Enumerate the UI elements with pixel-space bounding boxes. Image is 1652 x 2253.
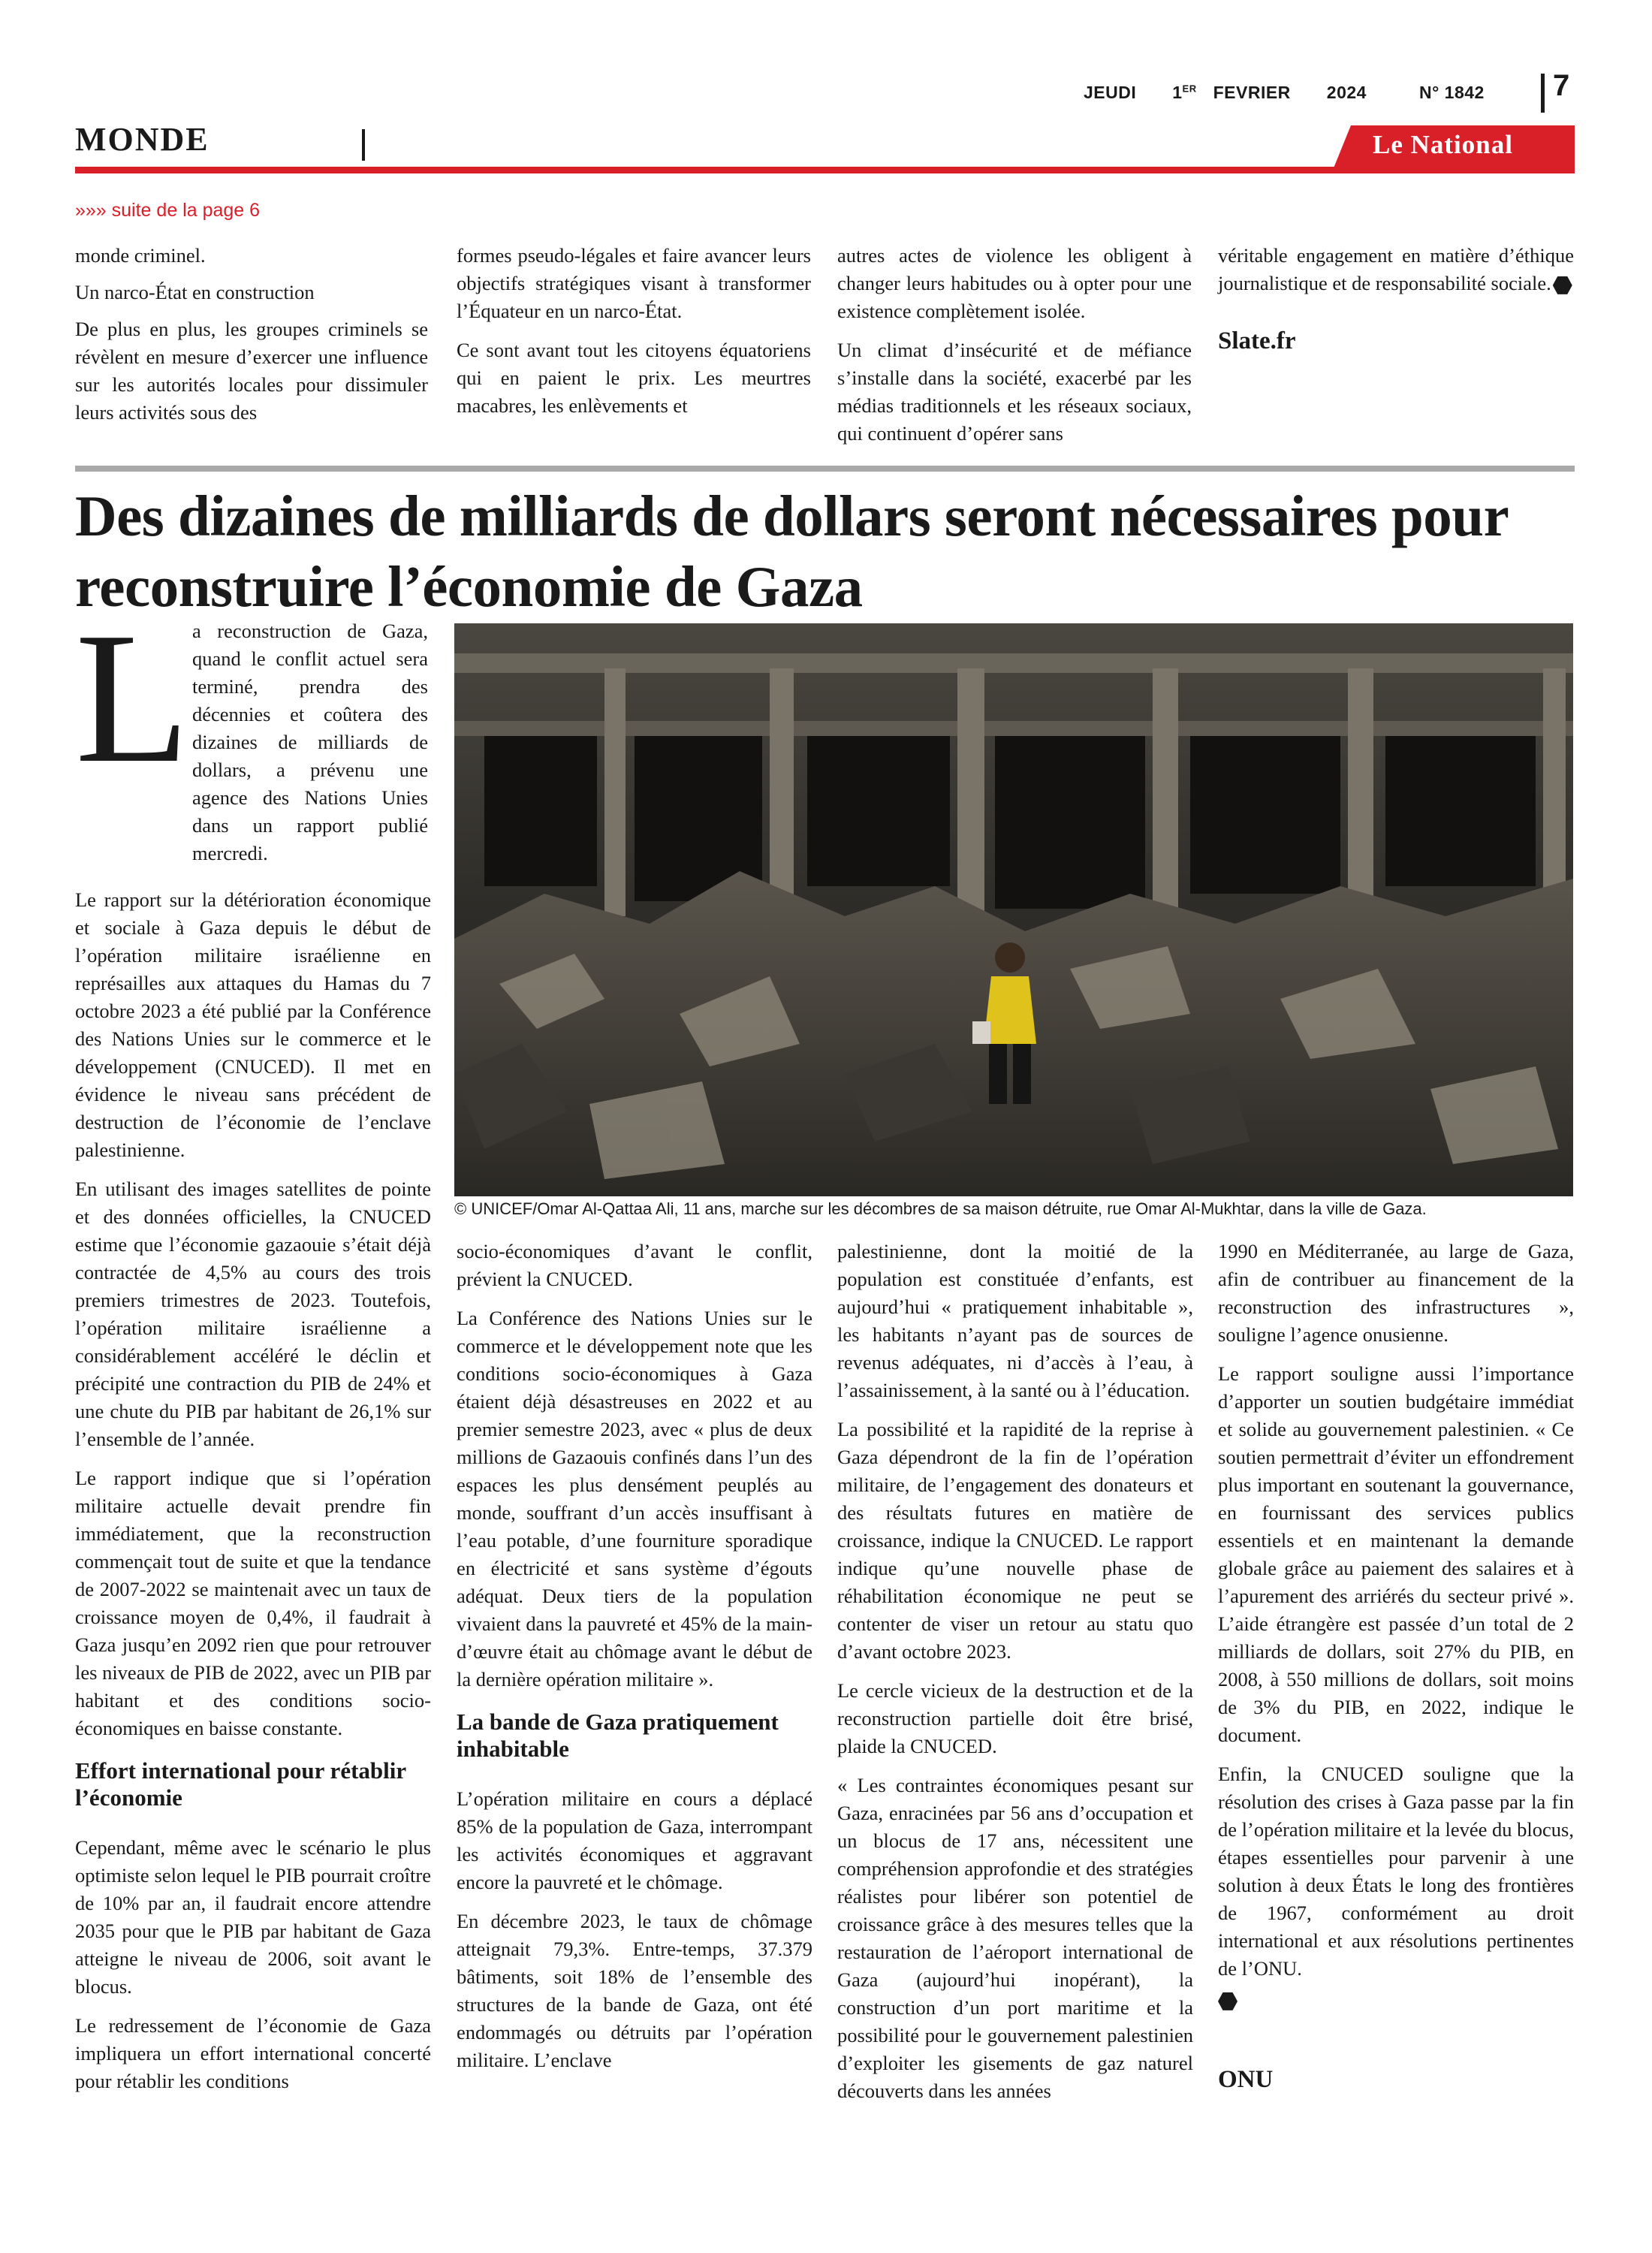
end-mark-icon: [1553, 276, 1572, 295]
end-mark-icon: [1218, 1992, 1237, 2011]
paragraph: Le redressement de l’économie de Gaza impliquera un effort international concerté pour rétablir les conditions: [75, 2014, 431, 2092]
newspaper-name: Le National: [1373, 130, 1513, 159]
lead-text: a reconstruction de Gaza, quand le conflit actuel sera terminé, prendra des décennies et coûtera des dizaines de milliards de dollars, a prévenu une agence des Nations Unies dans un rapport publié mercredi.: [192, 620, 428, 864]
paragraph: Le rapport indique que si l’opération militaire actuelle devait prendre fin immédiatement, que la reconstruction commençait tout de suite et que la tendance de 2007-2022 se maintenait avec un taux de croissance moyen de 0,4%, il faudrait à Gaza jusqu’en 2092 rien que pour retrouver les niveaux de PIB de 2022, avec un PIB par habitant et des conditions socio-économiques en baisse constante.: [75, 1467, 431, 1739]
paragraph-text: véritable engagement en matière d’éthique journalistique et de responsabilité sociale.: [1218, 244, 1574, 294]
section-title: MONDE: [75, 121, 210, 158]
paragraph: monde criminel.: [75, 244, 206, 267]
paragraph: La Conférence des Nations Unies sur le commerce et le développement note que les conditions socio-économiques à Gaza étaient déjà désastreuses en 2022 et au premier semestre 2023, avec « plus de deux millions de Gazaouis confinés dans l’un des espaces les plus densément peuplés au monde, souffrant d’un accès insuffisant à l’eau potable, d’une fourniture sporadique en électricité et sans système d’égouts adéquat. Deux tiers de la population vivaient dans la pauvreté et 45% de la main-d’œuvre était au chômage avant le début de la dernière opération militaire ».: [457, 1307, 812, 1691]
section-divider: [362, 129, 365, 161]
end-mark: [1218, 1986, 1574, 2013]
paragraph: autres actes de violence les obligent à changer leurs habitudes ou à opter pour une existence complètement isolée.: [837, 244, 1192, 322]
article-source: Slate.fr: [1218, 327, 1296, 354]
headline: Des dizaines de milliards de dollars seront nécessaires pour reconstruire l’économie de Gaza: [75, 484, 1508, 619]
issue-date: [1084, 83, 1485, 103]
top-column-1: [75, 242, 428, 438]
article-photo: [454, 623, 1573, 1196]
date-ordinal: ER: [1182, 83, 1197, 95]
drop-cap: L: [75, 594, 190, 802]
date-number: 1: [1172, 83, 1183, 102]
paragraph: « Les contraintes économiques pesant sur Gaza, enracinées par 56 ans d’occupation et un blocus de 17 ans, nécessitent une compréhension approfondie et des stratégies réalistes pour libérer son potentiel de croissance grâce à des mesures telles que la restauration de l’aéroport international de Gaza (aujourd’hui inopérant), la construction d’un port maritime et la possibilité pour le gouvernement palestinien d’exploiter les gisements de gaz naturel découverts dans les années: [837, 1774, 1193, 2102]
lead-paragraph: [75, 594, 428, 879]
paragraph: De plus en plus, les groupes criminels se révèlent en mesure d’exercer une influence sur les autorités locales pour dissimuler leurs activités sous des: [75, 318, 428, 424]
subheading: Un narco-État en construction: [75, 281, 315, 303]
paragraph: En décembre 2023, le taux de chômage atteignait 79,3%. Entre-temps, 37.379 bâtiments, soit 18% de l’ensemble des structures de la bande de Gaza, ont été endommagés ou détruits par l’opération militaire. L’enclave: [457, 1910, 812, 2071]
top-column-3: [837, 242, 1192, 459]
issue-number: N° 1842: [1418, 83, 1485, 102]
top-column-4: [1218, 242, 1574, 355]
paragraph: Cependant, même avec le scénario le plus optimiste selon lequel le PIB pourrait croître de 10% par an, il faudrait encore attendre 2035 pour que le PIB par habitant de Gaza atteigne le niveau de 2006, soit avant le blocus.: [75, 1836, 431, 1998]
paragraph: Le rapport sur la détérioration économique et sociale à Gaza depuis le début de l’opération militaire israélienne en représailles aux attaques du Hamas du 7 octobre 2023 a été publié par la Conférence des Nations Unies sur le commerce et le développement (CNUCED). Il met en évidence le niveau sans précédent de destruction de l’économie de l’enclave palestinienne.: [75, 888, 431, 1161]
month: FEVRIER: [1213, 83, 1291, 102]
article-column-4: [1218, 1238, 1574, 2094]
paragraph: formes pseudo-légales et faire avancer leurs objectifs stratégiques visant à transformer l’Équateur en un narco-État.: [457, 244, 811, 322]
paragraph: Un climat d’insécurité et de méfiance s’installe dans la société, exacerbé par les médias traditionnels et les réseaux sociaux, qui continuent d’opérer sans: [837, 339, 1192, 445]
paragraph: palestinienne, dont la moitié de la population est constituée d’enfants, est aujourd’hui « pratiquement inhabitable », les habitants n’ayant pas de sources de revenus adéquates, ni d’accès à l’eau, à l’assainissement, à la santé ou à l’éducation.: [837, 1240, 1193, 1401]
article-column-2: [457, 1238, 812, 2086]
paragraph: L’opération militaire en cours a déplacé 85% de la population de Gaza, interrompant les activités économiques et aggravant encore la pauvreté et le chômage.: [457, 1787, 812, 1893]
day: JEUDI: [1084, 83, 1137, 102]
year: 2024: [1326, 83, 1367, 102]
top-column-2: [457, 242, 811, 431]
subheading: Effort international pour rétablir l’économie: [75, 1757, 406, 1811]
subheading: La bande de Gaza pratiquement inhabitable: [457, 1709, 779, 1762]
paragraph: 1990 en Méditerranée, au large de Gaza, afin de contribuer au financement de la reconstruction des infrastructures », souligne l’agence onusienne.: [1218, 1240, 1574, 1346]
paragraph: La possibilité et la rapidité de la reprise à Gaza dépendront de la fin de l’opération militaire, de l’engagement des donateurs et des résultats futures en matière de croissance, indique la CNUCED. Le rapport indique qu’une nouvelle phase de réhabilitation économique ne peut se contenter de viser un retour au statu quo d’avant octobre 2023.: [837, 1418, 1193, 1663]
paragraph: Ce sont avant tout les citoyens équatoriens qui en paient le prix. Les meurtres macabres, les enlèvements et: [457, 339, 811, 417]
page-number-divider: [1541, 74, 1545, 113]
paragraph: socio-économiques d’avant le conflit, prévient la CNUCED.: [457, 1240, 812, 1290]
continued-from-label: »»» suite de la page 6: [75, 200, 261, 221]
page-number: 7: [1553, 69, 1570, 102]
article-source: ONU: [1218, 2066, 1274, 2093]
article-column-3: [837, 1238, 1193, 2116]
article-column-1: [75, 886, 431, 2107]
article-separator: [75, 466, 1575, 472]
paragraph: En utilisant des images satellites de pointe et des données officielles, la CNUCED estime que l’économie gazaouie s’était déjà contractée de 4,5% au cours des trois premiers trimestres de 2023. Toutefois, l’opération militaire israélienne a considérablement accéléré le déclin et précipité une contraction du PIB de 24% et une chute du PIB par habitant de 26,1% sur l’ensemble de l’année.: [75, 1178, 431, 1450]
photo-caption: © UNICEF/Omar Al-Qattaa Ali, 11 ans, marche sur les décombres de sa maison détruite, rue Omar Al-Mukhtar, dans la ville de Gaza.: [454, 1199, 1427, 1218]
paragraph: Enfin, la CNUCED souligne que la résolution des crises à Gaza passe par la fin de l’opération militaire et la levée du blocus, étapes essentielles pour parvenir à une solution à deux États le long des frontières de 1967, conformément au droit international et aux résolutions pertinentes de l’ONU.: [1218, 1763, 1574, 1980]
header-rule: [75, 167, 1575, 173]
paragraph: [1218, 242, 1574, 297]
paragraph: Le rapport souligne aussi l’importance d’apporter un soutien budgétaire immédiat et solide au gouvernement palestinien. « Ce soutien permettrait d’éviter un effondrement plus important en soutenant la gouvernance, en fournissant des services publics essentiels et en maintenant la demande globale grâce au paiement des salaires et à l’apurement des arriérés du secteur privé ». L’aide étrangère est passée d’un total de 2 milliards de dollars, soit 27% du PIB, en 2008, à 550 millions de dollars, soit moins de 3% du PIB, en 2022, indique le document.: [1218, 1362, 1574, 1746]
paragraph: Le cercle vicieux de la destruction et de la reconstruction partielle doit être brisé, plaide la CNUCED.: [837, 1679, 1193, 1757]
